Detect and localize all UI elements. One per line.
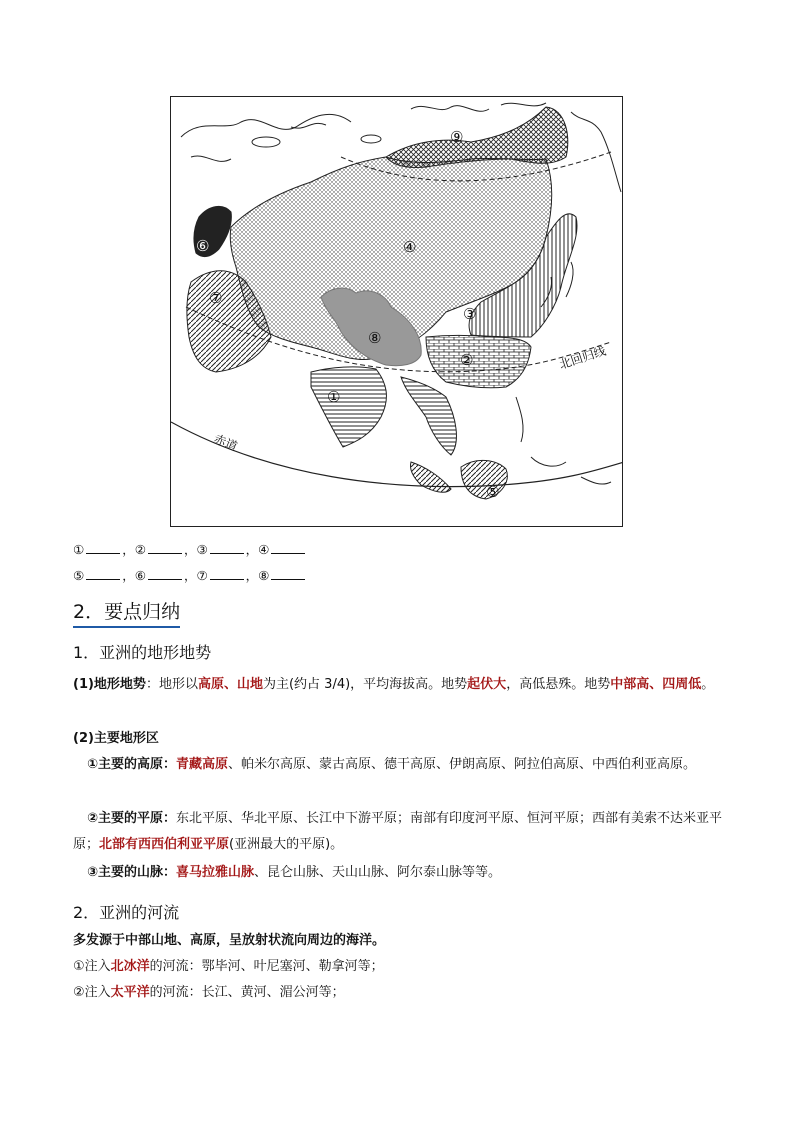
indochina xyxy=(401,377,456,455)
blank-8-label: ，⑧ xyxy=(245,568,270,583)
blank-4-label: ，④ xyxy=(245,542,270,557)
topic2-p2 xyxy=(73,954,723,980)
blank-2-line[interactable] xyxy=(148,542,182,554)
p5-lead: ③主要的山脉： xyxy=(87,865,177,880)
p5-highlight: 喜马拉雅山脉 xyxy=(176,865,255,880)
tropic-label: 北回归线 xyxy=(557,343,608,372)
blank-5-label: ⑤ xyxy=(73,568,85,583)
label-1: ① xyxy=(327,388,341,406)
p3-highlight: 青藏高原 xyxy=(176,757,229,772)
p1-highlight-g: 中部高、四周低 xyxy=(610,677,702,692)
map-svg xyxy=(171,97,623,527)
p4-highlight: 北部有西西伯利亚平原 xyxy=(99,837,230,852)
blank-1-line[interactable] xyxy=(86,542,120,554)
region-2 xyxy=(426,336,531,388)
blank-6-label: ，⑥ xyxy=(122,568,146,583)
t2p2-text: 的河流：鄂毕河、叶尼塞河、勒拿河等； xyxy=(149,959,384,974)
blank-3-line[interactable] xyxy=(210,542,244,554)
topic1-p3 xyxy=(73,752,723,778)
topic2-p3 xyxy=(73,980,723,1006)
p1-highlight-c: 高原、山地 xyxy=(197,677,263,692)
blank-8-line[interactable] xyxy=(271,568,305,580)
label-5: ⑤ xyxy=(486,483,500,501)
label-3: ③ xyxy=(463,305,477,323)
blank-4-line[interactable] xyxy=(271,542,305,554)
blank-row-1 xyxy=(73,540,307,558)
label-9: ⑨ xyxy=(450,128,464,146)
label-7: ⑦ xyxy=(209,289,223,307)
blank-3-label: ，③ xyxy=(183,542,208,557)
topic1-p2: (2)主要地形区 xyxy=(73,731,159,746)
equator-line xyxy=(171,422,623,487)
p3-text: 、帕米尔高原、蒙古高原、德干高原、伊朗高原、阿拉伯高原、中西伯利亚高原。 xyxy=(228,757,697,772)
t2p3-lead: ②注入 xyxy=(73,985,111,1000)
p1-text-h: 。 xyxy=(701,677,715,692)
label-6: ⑥ xyxy=(196,237,210,255)
topic1-p5 xyxy=(73,860,723,886)
topic1-title: 1．亚洲的地形地势 xyxy=(73,643,212,662)
p5-text: 、昆仑山脉、天山山脉、阿尔泰山脉等等。 xyxy=(254,865,502,880)
blank-7-label: ，⑦ xyxy=(183,568,208,583)
topic2-p1: 多发源于中部山地、高原，呈放射状流向周边的海洋。 xyxy=(73,933,386,948)
t2p3-highlight: 太平洋 xyxy=(110,985,150,1000)
t2p2-lead: ①注入 xyxy=(73,959,111,974)
region-5 xyxy=(461,460,507,499)
blank-5-line[interactable] xyxy=(86,568,120,580)
label-2: ② xyxy=(460,351,474,369)
blank-row-2 xyxy=(73,566,307,584)
p4-lead: ②主要的平原： xyxy=(87,811,177,826)
blank-7-line[interactable] xyxy=(210,568,244,580)
section-title: 2．要点归纳 xyxy=(73,597,180,628)
sumatra xyxy=(410,462,451,492)
p1-text-d: 为主(约占 3/4)，平均海拔高。地势 xyxy=(262,677,468,692)
label-4: ④ xyxy=(403,238,417,256)
blank-2-label: ，② xyxy=(122,542,146,557)
p1-lead: (1)地形地势 xyxy=(73,677,146,692)
blank-6-line[interactable] xyxy=(148,568,182,580)
p4-text-d: (亚洲最大的平原)。 xyxy=(229,837,344,852)
topic1-p4 xyxy=(73,806,723,858)
topic1-p1 xyxy=(73,672,723,698)
p1-text-b: ：地形以 xyxy=(145,677,198,692)
p4-text-b: 东北平原、华北平原、长江中下游平原；南部有印度河平原、恒河平原；西部有美索不达米亚平原； xyxy=(73,811,723,852)
asia-terrain-map xyxy=(170,96,623,527)
t2p3-text: 的河流：长江、黄河、湄公河等； xyxy=(149,985,345,1000)
p1-text-f: ，高低悬殊。地势 xyxy=(506,677,611,692)
equator-label: 赤道 xyxy=(211,431,240,454)
blank-1-label: ① xyxy=(73,542,85,557)
p1-highlight-e: 起伏大 xyxy=(467,677,507,692)
p3-lead: ①主要的高原： xyxy=(87,757,177,772)
label-8: ⑧ xyxy=(368,329,382,347)
t2p2-highlight: 北冰洋 xyxy=(110,959,150,974)
region-1 xyxy=(311,367,386,447)
topic2-title: 2．亚洲的河流 xyxy=(73,903,180,922)
